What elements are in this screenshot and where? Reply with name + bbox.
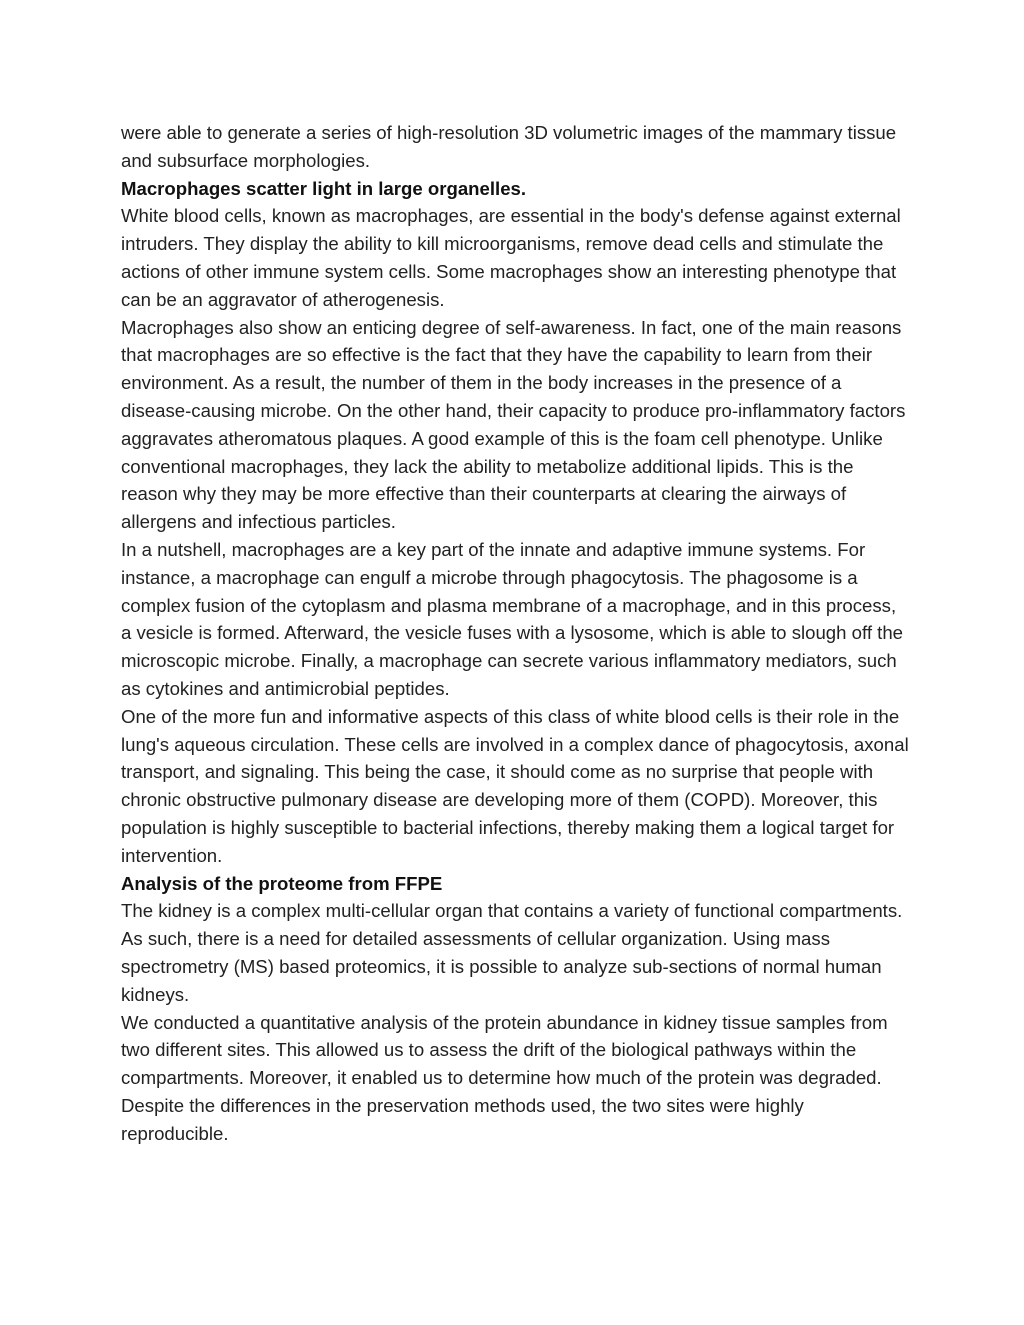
- paragraph-continued-text: were able to generate a series of high-resolution 3D volumetric images of the mammary tissue and subsurface morphologies.: [121, 122, 897, 171]
- paragraph-macrophages-self-awareness: Macrophages also show an enticing degree of self-awareness. In fact, one of the main reasons that macrophages are so effective is the fact that they have the capability to learn from their environment. As a result, the number of them in the body increases in the presence of a disease-causing microbe. On the other hand, their capacity to produce pro-inflammatory factors aggravates atheromatous plaques. A good example of this is the foam cell phenotype. Unlike conventional macrophages, they lack the ability to metabolize additional lipids. This is the reason why they may be more effective than their counterparts at clearing the airways of allergens and infectious particles.: [121, 316, 906, 533]
- section-heading-proteome: Analysis of the proteome from FFPE: [121, 872, 443, 894]
- paragraph-kidney-compartments: The kidney is a complex multi-cellular organ that contains a variety of functional compartments. As such, there is a need for detailed assessments of cellular organization. Using mass spectrometry (MS) based proteomics, it is possible to analyze sub-sections of normal human kidneys.: [121, 900, 903, 1005]
- paragraph-quantitative-analysis: We conducted a quantitative analysis of the protein abundance in kidney tissue samples from two different sites. This allowed us to assess the drift of the biological pathways within the compartments. Moreover, it enabled us to determine how much of the protein was degraded. Despite the differences in the preservation methods used, the two sites were highly reproducible.: [121, 1011, 888, 1144]
- paragraph-macrophages-lung: One of the more fun and informative aspects of this class of white blood cells is their role in the lung's aqueous circulation. These cells are involved in a complex dance of phagocytosis, axonal transport, and signaling. This being the case, it should come as no surprise that people with chronic obstructive pulmonary disease are developing more of them (COPD). Moreover, this population is highly susceptible to bacterial infections, thereby making them a logical target for intervention.: [121, 705, 909, 866]
- document-page: [121, 119, 911, 1147]
- paragraph-macrophages-defense: White blood cells, known as macrophages, are essential in the body's defense against external intruders. They display the ability to kill microorganisms, remove dead cells and stimulate the actions of other immune system cells. Some macrophages show an interesting phenotype that can be an aggravator of atherogenesis.: [121, 205, 901, 310]
- paragraph-macrophages-immune-role: In a nutshell, macrophages are a key part of the innate and adaptive immune systems. For instance, a macrophage can engulf a microbe through phagocytosis. The phagosome is a complex fusion of the cytoplasm and plasma membrane of a macrophage, and in this process, a vesicle is formed. Afterward, the vesicle fuses with a lysosome, which is able to slough off the microscopic microbe. Finally, a macrophage can secrete various inflammatory mediators, such as cytokines and antimicrobial peptides.: [121, 538, 903, 699]
- section-heading-macrophages: Macrophages scatter light in large organelles.: [121, 177, 527, 199]
